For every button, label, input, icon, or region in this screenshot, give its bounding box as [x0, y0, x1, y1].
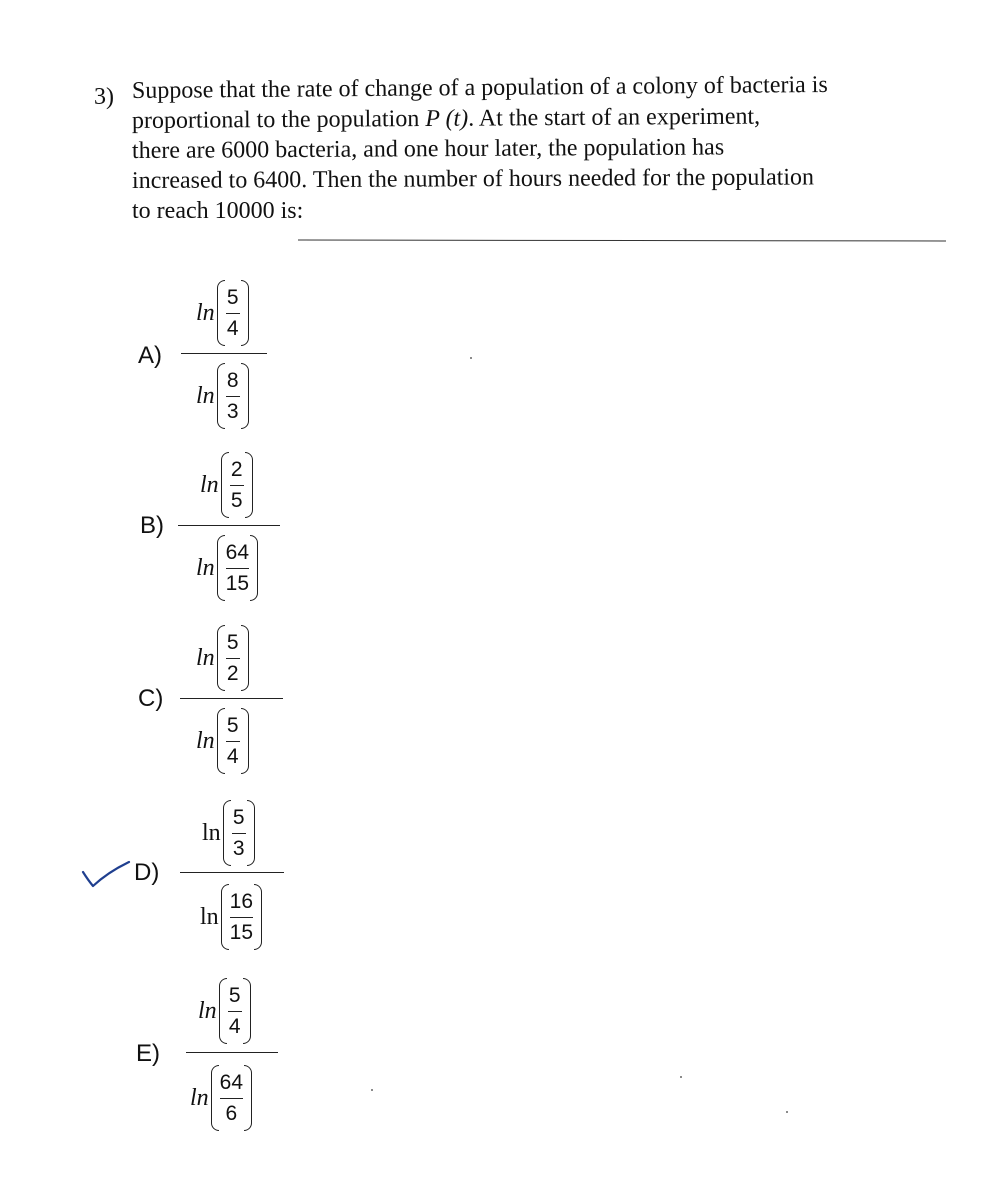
option-b-numerator	[200, 452, 253, 518]
inner-denominator: 2	[226, 661, 239, 685]
option-e-fraction-bar	[186, 1052, 278, 1053]
left-paren	[217, 708, 225, 774]
option-c-denominator	[196, 708, 249, 774]
left-paren	[211, 1065, 219, 1131]
left-paren	[217, 280, 225, 346]
ln-operator: ln	[200, 471, 219, 498]
question-text	[131, 71, 932, 226]
option-b-label: B)	[140, 512, 164, 539]
option-b-fraction-bar	[178, 525, 280, 526]
ln-operator: ln	[196, 382, 215, 409]
inner-numerator: 64	[219, 1070, 244, 1094]
question-line-3: there are 6000 bacteria, and one hour later, the population has	[131, 134, 725, 164]
question-line-2	[132, 100, 932, 136]
option-d-label: D)	[134, 859, 160, 886]
scan-speck	[371, 1089, 373, 1091]
parenthesis-group	[217, 708, 249, 774]
right-paren	[241, 363, 249, 429]
ln-operator: ln	[190, 1084, 209, 1111]
inner-denominator: 15	[229, 920, 254, 944]
inner-fraction	[225, 535, 250, 601]
ln-operator: ln	[196, 554, 215, 581]
inner-fraction	[229, 884, 254, 950]
inner-numerator: 5	[226, 630, 239, 654]
inner-numerator: 5	[228, 983, 241, 1007]
inner-numerator: 64	[225, 540, 250, 564]
option-c-numerator	[196, 625, 249, 691]
inner-fraction	[225, 708, 241, 774]
inner-fraction	[219, 1065, 244, 1131]
option-b-denominator	[196, 535, 258, 601]
option-a-label: A)	[138, 342, 162, 369]
right-paren	[250, 535, 258, 601]
question-line-2-start: proportional to the population	[131, 105, 426, 134]
question-line-4: increased to 6400. Then the number of hours needed for the population	[131, 164, 815, 194]
option-e-numerator	[198, 978, 251, 1044]
left-paren	[217, 625, 225, 691]
inner-fraction-bar	[226, 658, 240, 659]
scan-speck	[470, 357, 472, 359]
option-a-numerator	[196, 280, 249, 346]
inner-fraction	[227, 978, 243, 1044]
inner-fraction-bar	[226, 313, 240, 314]
option-d-numerator	[202, 800, 255, 866]
answer-blank-line	[298, 240, 946, 242]
option-d[interactable]	[0, 800, 400, 970]
parenthesis-group	[221, 884, 262, 950]
option-e[interactable]	[0, 978, 400, 1148]
option-a[interactable]	[0, 280, 400, 450]
parenthesis-group	[219, 978, 251, 1044]
inner-numerator: 16	[229, 889, 254, 913]
left-paren	[221, 884, 229, 950]
scan-speck	[680, 1076, 682, 1078]
ln-operator: ln	[196, 727, 215, 754]
option-d-fraction-bar	[180, 872, 284, 873]
inner-fraction-bar	[228, 1011, 242, 1012]
inner-fraction-bar	[226, 568, 249, 569]
parenthesis-group	[217, 363, 249, 429]
right-paren	[254, 884, 262, 950]
option-d-denominator	[200, 884, 262, 950]
option-a-fraction-bar	[181, 353, 267, 354]
parenthesis-group	[217, 280, 249, 346]
inner-numerator: 8	[226, 368, 239, 392]
question-line-1: Suppose that the rate of change of a population of a colony of bacteria is	[131, 71, 828, 104]
question-number: 3)	[94, 84, 114, 110]
right-paren	[247, 800, 255, 866]
right-paren	[243, 978, 251, 1044]
inner-fraction-bar	[230, 485, 244, 486]
inner-fraction-bar	[220, 1098, 243, 1099]
left-paren	[223, 800, 231, 866]
inner-denominator: 3	[232, 836, 245, 860]
right-paren	[244, 1065, 252, 1131]
parenthesis-group	[211, 1065, 252, 1131]
inner-fraction-bar	[226, 741, 240, 742]
ln-operator: ln	[200, 903, 219, 930]
population-function: P (t)	[425, 105, 469, 132]
right-paren	[245, 452, 253, 518]
inner-fraction-bar	[230, 917, 253, 918]
inner-denominator: 4	[228, 1014, 241, 1038]
inner-fraction	[229, 452, 245, 518]
inner-denominator: 3	[226, 399, 239, 423]
option-a-denominator	[196, 363, 249, 429]
inner-denominator: 15	[225, 571, 250, 595]
option-c[interactable]	[0, 625, 400, 795]
right-paren	[241, 708, 249, 774]
option-c-fraction-bar	[180, 698, 283, 699]
parenthesis-group	[217, 535, 258, 601]
parenthesis-group	[223, 800, 255, 866]
option-e-label: E)	[136, 1040, 160, 1067]
parenthesis-group	[217, 625, 249, 691]
question-line-2-end: . At the start of an experiment,	[468, 103, 761, 132]
ln-operator: ln	[196, 644, 215, 671]
ln-operator: ln	[196, 299, 215, 326]
right-paren	[241, 280, 249, 346]
inner-denominator: 4	[226, 744, 239, 768]
option-c-label: C)	[138, 685, 164, 712]
inner-fraction	[225, 625, 241, 691]
parenthesis-group	[221, 452, 253, 518]
check-icon	[80, 860, 132, 890]
inner-numerator: 2	[230, 457, 243, 481]
inner-fraction	[225, 280, 241, 346]
inner-numerator: 5	[226, 713, 239, 737]
inner-fraction	[231, 800, 247, 866]
inner-numerator: 5	[232, 805, 245, 829]
right-paren	[241, 625, 249, 691]
option-e-denominator	[190, 1065, 252, 1131]
inner-numerator: 5	[226, 285, 239, 309]
option-b[interactable]	[0, 452, 400, 622]
left-paren	[217, 363, 225, 429]
ln-operator: ln	[202, 819, 221, 846]
left-paren	[217, 535, 225, 601]
inner-denominator: 6	[225, 1101, 238, 1125]
ln-operator: ln	[198, 997, 217, 1024]
inner-fraction	[225, 363, 241, 429]
question-line-5: to reach 10000 is:	[132, 198, 304, 224]
left-paren	[219, 978, 227, 1044]
inner-denominator: 4	[226, 316, 239, 340]
scan-speck	[786, 1111, 788, 1113]
inner-fraction-bar	[226, 396, 240, 397]
inner-fraction-bar	[232, 833, 246, 834]
inner-denominator: 5	[230, 488, 243, 512]
left-paren	[221, 452, 229, 518]
